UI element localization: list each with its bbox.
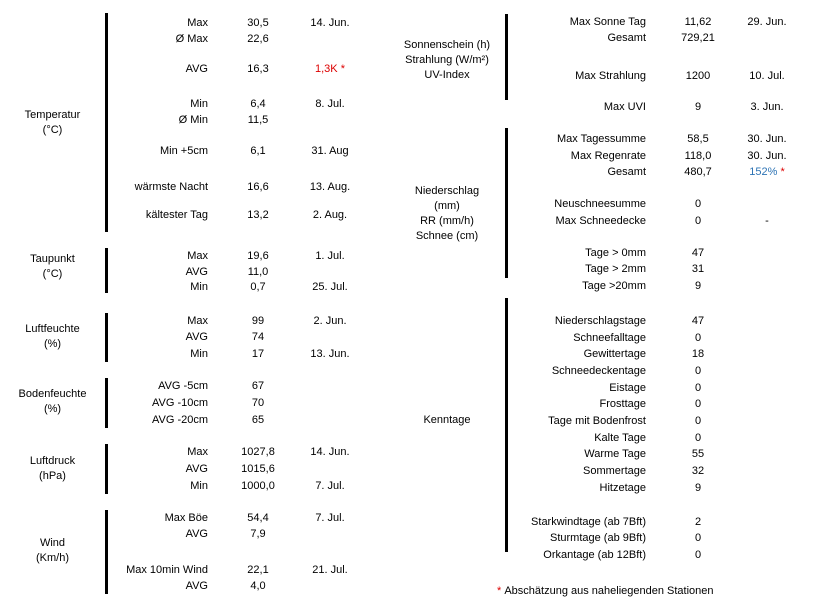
row-date: 7. Jul. [315, 480, 345, 492]
row-label: Orkantage (ab 12Bft) [543, 549, 646, 561]
section-label-taupunkt [0, 252, 105, 282]
section-label-line: (mm) [434, 200, 460, 212]
row-value: 99 [251, 315, 265, 327]
row-value: 19,6 [247, 250, 269, 262]
row-value: 0,7 [250, 281, 266, 293]
row-annotation [303, 61, 357, 77]
section-label-line: UV-Index [424, 69, 470, 81]
row-value: 1000,0 [241, 480, 275, 492]
section-label-line: Wind [39, 537, 66, 549]
row-value: 65 [251, 414, 265, 426]
row-date: 14. Jun. [310, 17, 350, 29]
row-value: 16,6 [247, 181, 269, 193]
row-label: AVG [185, 331, 208, 343]
row-value: 22,1 [247, 564, 269, 576]
row-label: Neuschneesumme [554, 198, 646, 210]
row-value: 58,5 [687, 133, 709, 145]
row-value: 0 [694, 532, 702, 544]
row-label: AVG [185, 63, 208, 75]
row-label: Sommertage [583, 465, 646, 477]
row-label: Tage > 2mm [585, 263, 646, 275]
row-value: 9 [694, 101, 702, 113]
row-label: kältester Tag [145, 209, 208, 221]
annotation-star: * [337, 63, 345, 75]
row-label: Min [190, 98, 208, 110]
row-value: 1200 [685, 70, 711, 82]
row-label: Max Strahlung [575, 70, 646, 82]
section-label-line: (°C) [42, 268, 63, 280]
section-label-line: Strahlung (W/m²) [405, 54, 489, 66]
row-label: Max [187, 17, 208, 29]
row-value: 17 [251, 348, 265, 360]
row-value: 0 [694, 198, 702, 210]
row-value: 729,21 [681, 32, 715, 44]
row-label: AVG -5cm [158, 380, 208, 392]
row-value: 67 [251, 380, 265, 392]
row-date: - [765, 215, 769, 227]
row-label: Starkwindtage (ab 7Bft) [531, 516, 646, 528]
row-date: 30. Jun. [747, 150, 787, 162]
row-value: 31 [691, 263, 705, 275]
row-label: Gewittertage [583, 348, 646, 360]
row-label: AVG [185, 580, 208, 592]
row-value: 47 [691, 247, 705, 259]
annotation-value: 1,3K [315, 63, 338, 75]
footnote-marker: * [497, 585, 502, 597]
row-label: Max Böe [164, 512, 208, 524]
section-label-line: Bodenfeuchte [18, 388, 87, 400]
row-annotation [744, 164, 790, 180]
section-label-line: Taupunkt [30, 253, 75, 265]
row-value: 70 [251, 397, 265, 409]
row-value: 6,4 [250, 98, 266, 110]
row-value: 54,4 [247, 512, 269, 524]
row-label: Gesamt [607, 166, 646, 178]
section-label-line: Temperatur [24, 109, 81, 121]
row-value: 9 [694, 482, 702, 494]
section-label-line: (hPa) [39, 470, 66, 482]
section-label-bodenfeuchte [0, 387, 105, 417]
row-label: Max [187, 315, 208, 327]
row-date: 2. Jun. [313, 315, 347, 327]
row-date: 7. Jul. [315, 512, 345, 524]
row-label: Eistage [609, 382, 646, 394]
section-label-line: Sonnenschein (h) [403, 39, 491, 51]
row-label: Tage >20mm [582, 280, 646, 292]
row-label: wärmste Nacht [134, 181, 208, 193]
row-label: AVG [185, 528, 208, 540]
section-label-line: Niederschlag [414, 185, 480, 197]
section-label-line: Luftdruck [29, 455, 76, 467]
row-value: 2 [694, 516, 702, 528]
footnote [497, 584, 714, 599]
section-label-luftdruck [0, 454, 105, 484]
row-label: Ø Min [178, 114, 208, 126]
row-value: 18 [691, 348, 705, 360]
section-label-line: (Km/h) [36, 552, 69, 564]
row-value: 30,5 [247, 17, 269, 29]
row-label: Max [187, 446, 208, 458]
row-value: 480,7 [684, 166, 712, 178]
row-label: AVG -10cm [151, 397, 208, 409]
row-value: 13,2 [247, 209, 269, 221]
row-value: 118,0 [684, 150, 712, 162]
section-label-sonnenschein [390, 38, 504, 83]
row-label: Min [190, 480, 208, 492]
row-label: Sturmtage (ab 9Bft) [550, 532, 646, 544]
row-label: Max UVI [603, 101, 646, 113]
row-label: Min +5cm [160, 145, 208, 157]
row-date: 21. Jul. [312, 564, 348, 576]
row-label: Tage mit Bodenfrost [548, 415, 646, 427]
row-date: 2. Aug. [312, 209, 348, 221]
row-label: Frosttage [599, 398, 646, 410]
annotation-value: 152% [749, 166, 778, 178]
section-label-niederschlag [390, 184, 504, 244]
row-value: 6,1 [250, 145, 266, 157]
row-value: 11,0 [247, 266, 269, 278]
section-label-line: (%) [43, 338, 62, 350]
row-value: 0 [694, 415, 702, 427]
row-value: 0 [694, 382, 702, 394]
row-value: 16,3 [247, 63, 269, 75]
section-label-line: Kenntage [423, 414, 471, 426]
row-label: Ø Max [175, 33, 208, 45]
row-label: Max [187, 250, 208, 262]
row-date: 3. Jun. [750, 101, 784, 113]
row-date: 1. Jul. [315, 250, 345, 262]
row-label: Tage > 0mm [585, 247, 646, 259]
row-label: Warme Tage [584, 448, 646, 460]
row-value: 4,0 [250, 580, 266, 592]
row-value: 32 [691, 465, 705, 477]
row-label: Max 10min Wind [126, 564, 208, 576]
section-label-wind [0, 536, 105, 566]
section-label-line: Schnee (cm) [415, 230, 479, 242]
section-label-line: (°C) [42, 124, 63, 136]
row-label: Schneefalltage [573, 332, 646, 344]
row-value: 9 [694, 280, 702, 292]
row-label: Max Tagessumme [556, 133, 646, 145]
row-label: Niederschlagstage [554, 315, 646, 327]
row-value: 0 [694, 398, 702, 410]
row-value: 7,9 [250, 528, 266, 540]
row-value: 74 [251, 331, 265, 343]
row-label: Gesamt [607, 32, 646, 44]
row-value: 1027,8 [241, 446, 275, 458]
section-label-temperatur [0, 108, 105, 138]
row-date: 13. Jun. [310, 348, 350, 360]
row-value: 55 [691, 448, 705, 460]
row-label: AVG [185, 266, 208, 278]
row-date: 13. Aug. [309, 181, 351, 193]
section-label-luftfeuchte [0, 322, 105, 352]
row-value: 0 [694, 332, 702, 344]
row-date: 31. Aug [311, 145, 349, 157]
row-label: Max Sonne Tag [569, 16, 646, 28]
row-label: Hitzetage [599, 482, 646, 494]
section-label-kenntage [390, 413, 504, 428]
row-value: 11,62 [684, 16, 712, 28]
row-label: AVG -20cm [151, 414, 208, 426]
row-date: 30. Jun. [747, 133, 787, 145]
row-value: 47 [691, 315, 705, 327]
row-value: 1015,6 [241, 463, 275, 475]
row-date: 25. Jul. [312, 281, 348, 293]
row-date: 14. Jun. [310, 446, 350, 458]
row-label: Schneedeckentage [551, 365, 646, 377]
section-label-line: RR (mm/h) [420, 215, 474, 227]
row-label: Max Regenrate [570, 150, 646, 162]
annotation-star: * [777, 166, 785, 178]
row-value: 0 [694, 432, 702, 444]
row-date: 10. Jul. [749, 70, 785, 82]
row-value: 0 [694, 215, 702, 227]
row-label: Min [190, 348, 208, 360]
row-label: Min [190, 281, 208, 293]
footnote-text: Abschätzung aus naheliegenden Stationen [504, 585, 714, 597]
row-date: 8. Jul. [315, 98, 345, 110]
row-value: 11,5 [247, 114, 269, 126]
section-label-line: Luftfeuchte [25, 323, 80, 335]
row-date: 29. Jun. [747, 16, 787, 28]
row-value: 0 [694, 549, 702, 561]
section-label-line: (%) [43, 403, 62, 415]
row-value: 0 [694, 365, 702, 377]
row-label: AVG [185, 463, 208, 475]
row-value: 22,6 [247, 33, 269, 45]
row-label: Kalte Tage [594, 432, 646, 444]
row-label: Max Schneedecke [555, 215, 646, 227]
